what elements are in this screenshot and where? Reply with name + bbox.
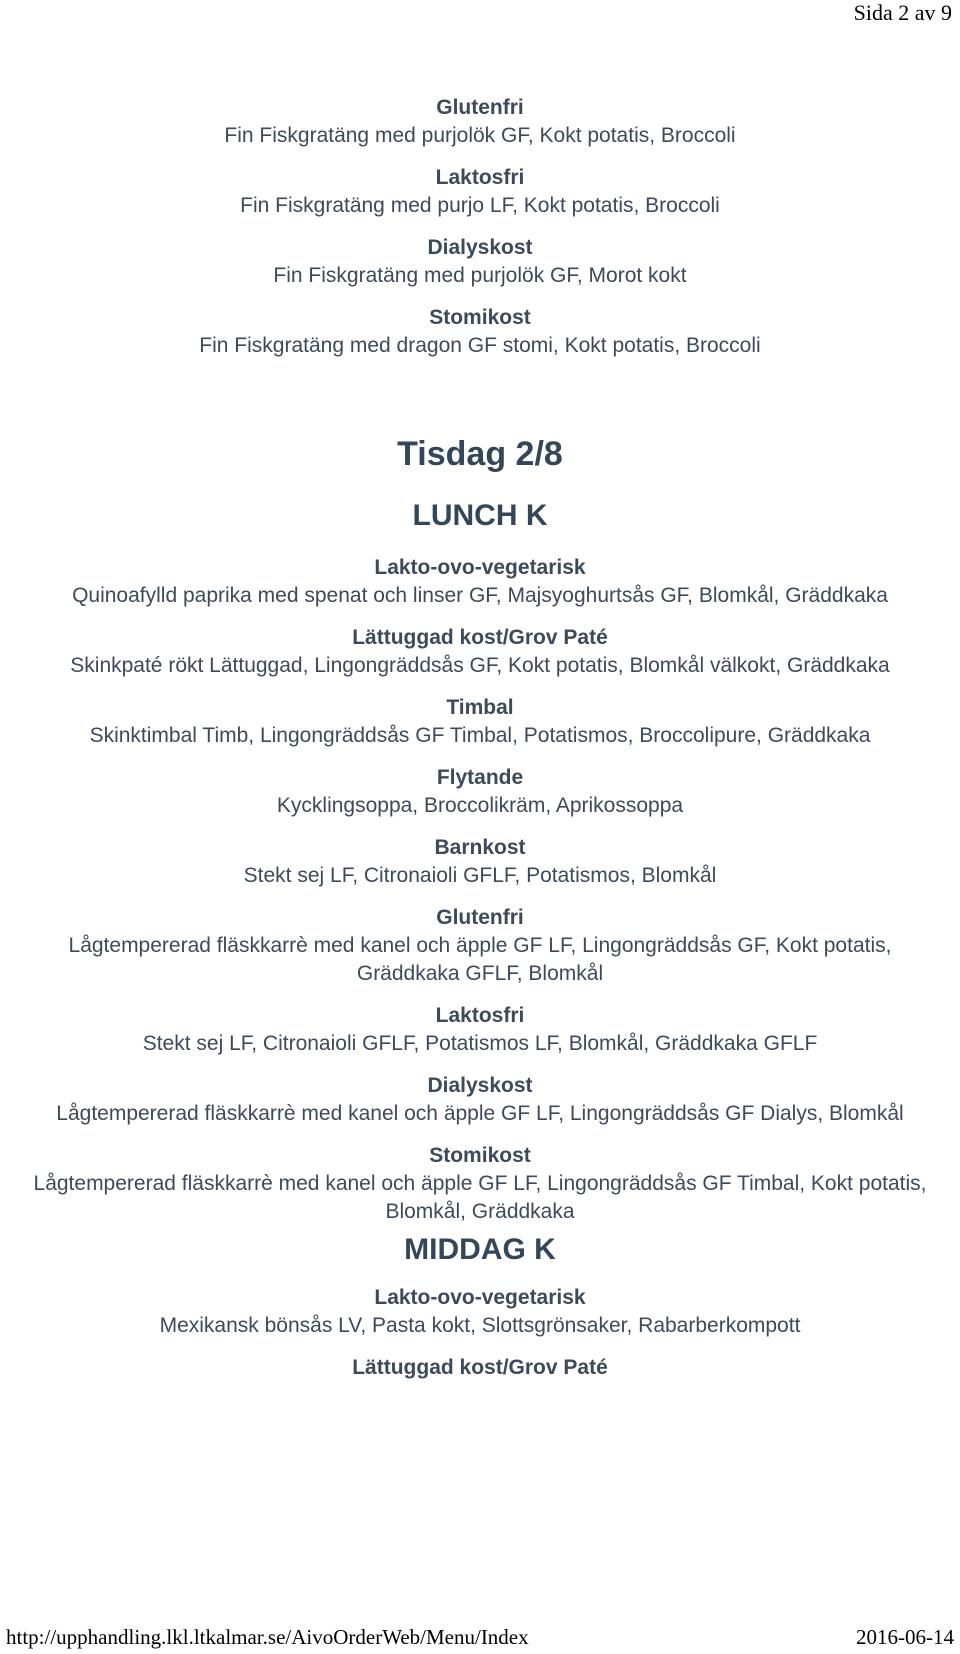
dish-description: Stekt sej LF, Citronaioli GFLF, Potatismos LF, Blomkål, Gräddkaka GFLF <box>142 1032 818 1055</box>
dish-description: Fin Fiskgratäng med dragon GF stomi, Kokt potatis, Broccoli <box>199 334 761 357</box>
diet-category: Lättuggad kost/Grov Paté <box>352 1356 608 1379</box>
menu-item <box>20 554 940 610</box>
dish-description: Kycklingsoppa, Broccolikräm, Aprikossoppa <box>276 794 684 817</box>
menu-item <box>20 904 940 988</box>
dish-description: Skinktimbal Timb, Lingongräddsås GF Timbal, Potatismos, Broccolipure, Gräddkaka <box>89 724 871 747</box>
menu-item <box>20 94 940 150</box>
lunch-section <box>20 496 940 1382</box>
diet-category: Glutenfri <box>436 96 524 119</box>
meal-title-lunch: LUNCH K <box>412 499 548 532</box>
diet-category: Stomikost <box>429 1144 531 1167</box>
diet-category: Stomikost <box>429 306 531 329</box>
menu-section-previous-day <box>20 94 940 374</box>
menu-item <box>20 1354 940 1382</box>
diet-category: Lakto-ovo-vegetarisk <box>374 1286 586 1309</box>
diet-category: Timbal <box>446 696 514 719</box>
dish-description: Skinkpaté rökt Lättuggad, Lingongräddsås GF, Kokt potatis, Blomkål välkokt, Gräddkaka <box>70 654 890 677</box>
menu-item <box>20 234 940 290</box>
menu-item <box>20 764 940 820</box>
dish-description: Lågtempererad fläskkarrè med kanel och äpple GF LF, Lingongräddsås GF Timbal, Kokt potatis, Blomkål, Gräddkaka <box>33 1172 927 1223</box>
diet-category: Laktosfri <box>435 1004 525 1027</box>
menu-item <box>20 1002 940 1058</box>
menu-item <box>20 1142 940 1226</box>
menu-item <box>20 304 940 360</box>
menu-item <box>20 624 940 680</box>
day-header <box>20 432 940 476</box>
page-number: Sida 2 av 9 <box>853 0 952 25</box>
diet-category: Dialyskost <box>427 236 533 259</box>
dish-description: Fin Fiskgratäng med purjolök GF, Kokt potatis, Broccoli <box>224 124 736 147</box>
diet-category: Glutenfri <box>436 906 524 929</box>
diet-category: Laktosfri <box>435 166 525 189</box>
footer-url: http://upphandling.lkl.ltkalmar.se/AivoOrderWeb/Menu/Index <box>6 1625 529 1649</box>
footer-date: 2016-06-14 <box>856 1625 954 1649</box>
menu-item <box>20 694 940 750</box>
menu-item <box>20 164 940 220</box>
meal-title-dinner: MIDDAG K <box>404 1233 556 1266</box>
dish-description: Quinoafylld paprika med spenat och linser GF, Majsyoghurtsås GF, Blomkål, Gräddkaka <box>72 584 888 607</box>
diet-category: Barnkost <box>434 836 526 859</box>
day-title: Tisdag 2/8 <box>397 435 563 473</box>
dish-description: Lågtempererad fläskkarrè med kanel och äpple GF LF, Lingongräddsås GF, Kokt potatis, Gräddkaka GFLF, Blomkål <box>68 934 892 985</box>
menu-item <box>20 1072 940 1128</box>
diet-category: Lättuggad kost/Grov Paté <box>352 626 608 649</box>
diet-category: Lakto-ovo-vegetarisk <box>374 556 586 579</box>
dish-description: Fin Fiskgratäng med purjo LF, Kokt potatis, Broccoli <box>240 194 720 217</box>
diet-category: Flytande <box>436 766 524 789</box>
dish-description: Fin Fiskgratäng med purjolök GF, Morot kokt <box>273 264 687 287</box>
dish-description: Stekt sej LF, Citronaioli GFLF, Potatismos, Blomkål <box>243 864 717 887</box>
menu-item <box>20 1284 940 1340</box>
dish-description: Lågtempererad fläskkarrè med kanel och äpple GF LF, Lingongräddsås GF Dialys, Blomkål <box>56 1102 904 1125</box>
diet-category: Dialyskost <box>427 1074 533 1097</box>
dish-description: Mexikansk bönsås LV, Pasta kokt, Slottsgrönsaker, Rabarberkompott <box>159 1314 801 1337</box>
menu-item <box>20 834 940 890</box>
